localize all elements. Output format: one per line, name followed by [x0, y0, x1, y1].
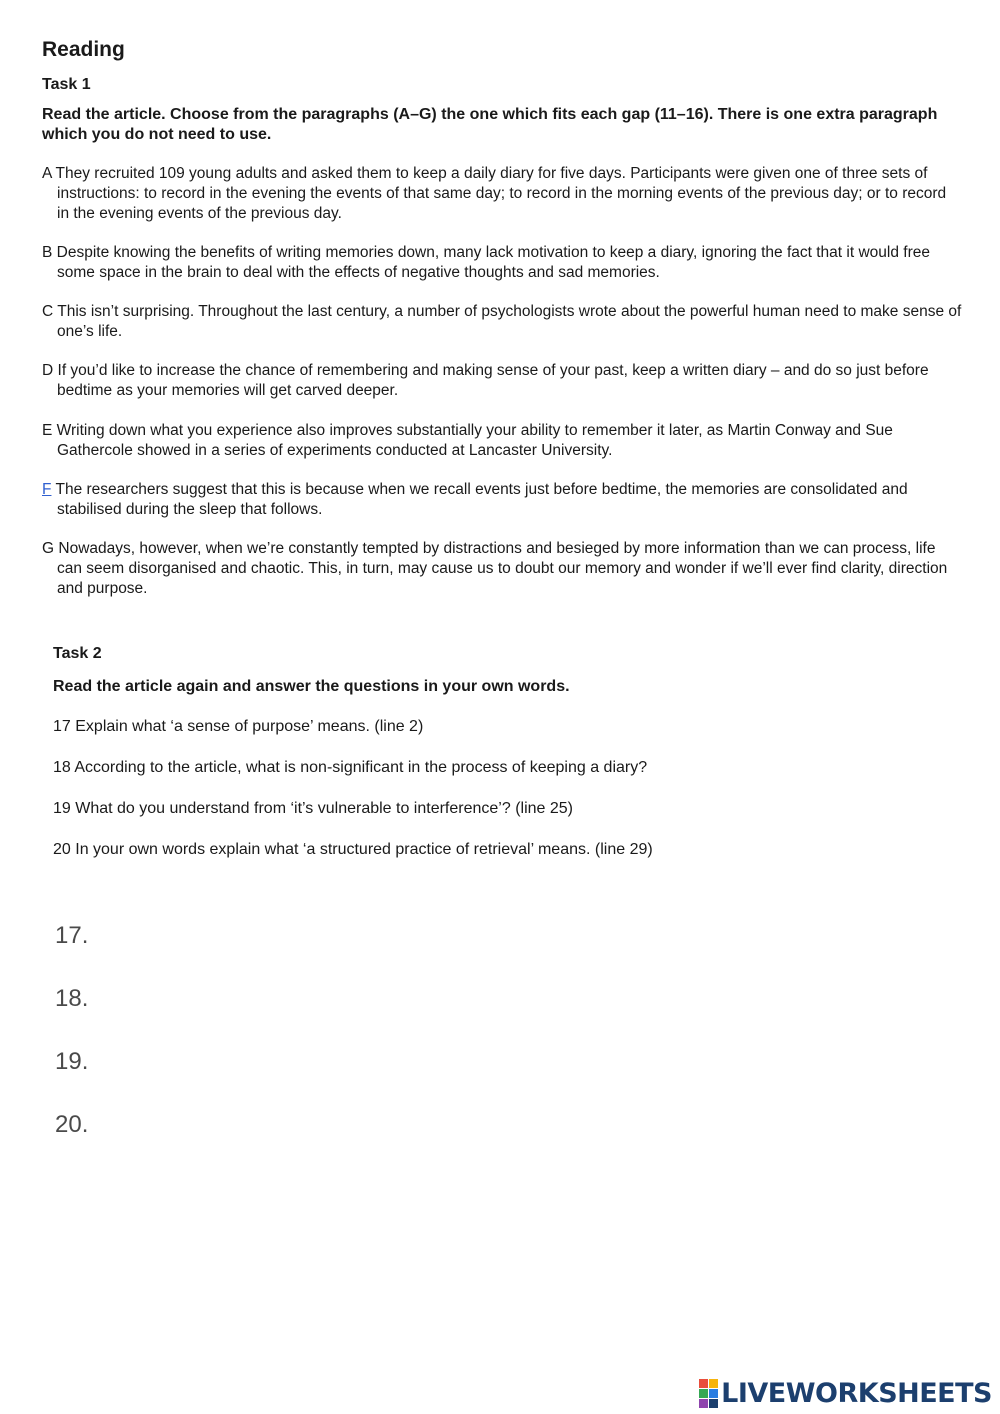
paragraph-d — [42, 361, 962, 401]
logo-text: LIVEWORKSHEETS — [721, 1377, 992, 1409]
question-19: 19 What do you understand from ‘it’s vulnerable to interference’? (line 25) — [53, 800, 573, 817]
question-17: 17 Explain what ‘a sense of purpose’ means. (line 2) — [53, 718, 424, 735]
question-20: 20 In your own words explain what ‘a structured practice of retrieval’ means. (line 29) — [53, 841, 653, 858]
paragraph-letter: D — [42, 362, 54, 379]
paragraph-letter: B — [42, 244, 53, 261]
paragraph-text: Writing down what you experience also improves substantially your ability to remember it later, as Martin Conway and Sue Gathercole showed in a series of experiments conducted at Lancaster University. — [56, 422, 893, 459]
answer-18-label: 18. — [55, 985, 89, 1012]
paragraph-text: The researchers suggest that this is because when we recall events just before bedtime, the memories are consolidated and stabilised during the sleep that follows. — [55, 481, 908, 518]
paragraph-e — [42, 421, 962, 461]
paragraph-text: This isn’t surprising. Throughout the last century, a number of psychologists wrote about the powerful human need to make sense of one’s life. — [57, 303, 962, 340]
paragraph-c — [42, 302, 962, 342]
question-18: 18 According to the article, what is non-significant in the process of keeping a diary? — [53, 759, 648, 776]
paragraph-text: They recruited 109 young adults and asked them to keep a daily diary for five days. Participants were given one of three sets of instructions: to record in the evening the events of that same day; to record in the morning events of the previous day; or to record in the evening events of the previous day. — [55, 165, 947, 222]
task2-instructions: Read the article again and answer the questions in your own words. — [53, 678, 570, 695]
page-title: Reading — [42, 38, 125, 61]
paragraph-text: Despite knowing the benefits of writing memories down, many lack motivation to keep a diary, ignoring the fact that it would free some space in the brain to deal with the effects of negative thoughts and sad memories. — [56, 244, 930, 281]
answer-19-label: 19. — [55, 1048, 89, 1075]
answer-17-label: 17. — [55, 922, 89, 949]
paragraph-text: If you’d like to increase the chance of remembering and making sense of your past, keep a written diary – and do so just before bedtime as your memories will get carved deeper. — [57, 362, 929, 399]
paragraph-g — [42, 539, 962, 599]
liveworksheets-logo — [699, 1378, 992, 1408]
paragraph-letter: A — [42, 165, 52, 182]
task1-instructions: Read the article. Choose from the paragraphs (A–G) the one which fits each gap (11–16). There is one extra paragraph which you do not need to use. — [42, 106, 938, 143]
paragraph-letter: C — [42, 303, 54, 320]
paragraph-letter-link[interactable]: F — [42, 481, 52, 498]
paragraph-text: Nowadays, however, when we’re constantly tempted by distractions and besieged by more information than we can process, life can seem disorganised and chaotic. This, in turn, may cause us to doubt our memory and wonder if we’ll ever find clarity, direction and purpose. — [57, 540, 948, 597]
answer-20-label: 20. — [55, 1111, 89, 1138]
task2-title: Task 2 — [53, 645, 102, 662]
paragraph-letter: E — [42, 422, 53, 439]
paragraph-letter: G — [42, 540, 55, 557]
logo-mark-icon — [699, 1379, 718, 1408]
paragraph-f — [42, 480, 962, 520]
paragraph-b — [42, 243, 962, 283]
task1-title: Task 1 — [42, 76, 91, 93]
paragraph-a — [42, 164, 962, 224]
